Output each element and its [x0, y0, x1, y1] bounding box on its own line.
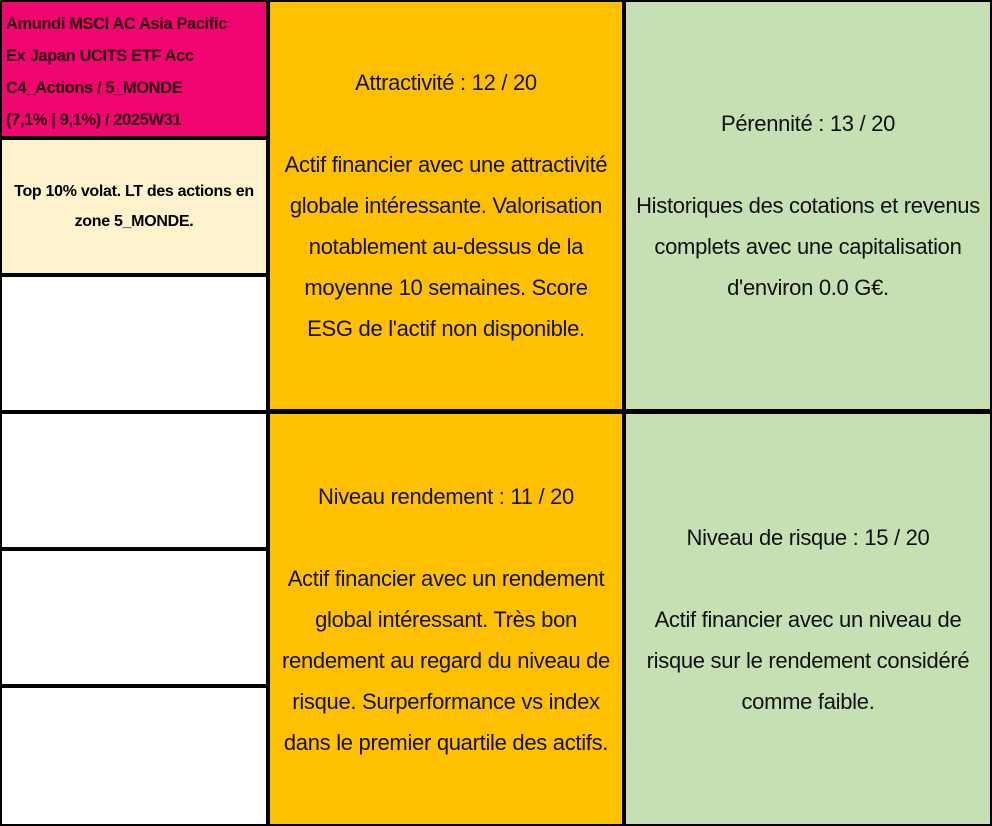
rendement-card: [268, 412, 624, 826]
perennite-card: [624, 0, 992, 412]
perennite-heading: Pérennité : 13 / 20: [720, 111, 896, 136]
attractivite-description: Actif financier avec une attractivité globale intéressante. Valorisation notablement au-dessus de la moyenne 10 semaines. Score ESG de l'actif non disponible.: [284, 152, 608, 341]
empty-cell: [0, 275, 268, 412]
perennite-description: Historiques des cotations et revenus complets avec une capitalisation d'environ 0.0 G€.: [636, 193, 980, 300]
empty-cell: [0, 412, 268, 549]
fund-title-line: Ex Japan UCITS ETF Acc: [6, 47, 194, 65]
rendement-description: Actif financier avec un rendement global intéressant. Très bon rendement au regard du niveau de risque. Surperformance vs index dans le premier quartile des actifs.: [282, 565, 610, 755]
fund-title-line: Amundi MSCI AC Asia Pacific: [6, 15, 227, 33]
risque-card: [624, 412, 992, 826]
fund-title: [0, 0, 268, 138]
attractivite-heading: Attractivité : 12 / 20: [355, 70, 537, 95]
fund-title-line: (7,1% | 9,1%) / 2025W31: [6, 111, 182, 129]
risque-description: Actif financier avec un niveau de risque sur le rendement considéré comme faible.: [646, 606, 970, 714]
volatility-tag-text: Top 10% volat. LT des actions en zone 5_MONDE.: [14, 182, 254, 230]
risque-heading: Niveau de risque : 15 / 20: [686, 524, 930, 550]
empty-cell: [0, 549, 268, 686]
empty-cell: [0, 686, 268, 826]
attractivite-card: [268, 0, 624, 412]
fund-title-line: C4_Actions / 5_MONDE: [6, 79, 183, 97]
rendement-heading: Niveau rendement : 11 / 20: [318, 483, 574, 509]
volatility-tag: [0, 138, 268, 275]
